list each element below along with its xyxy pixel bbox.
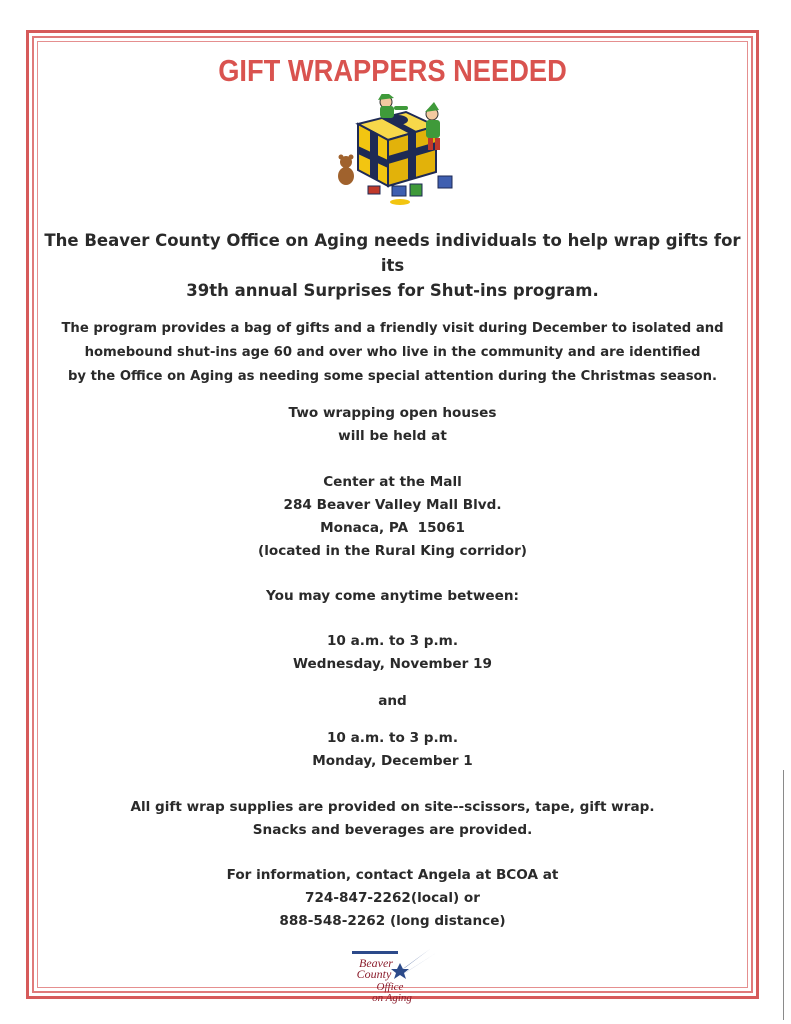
supplies-block [40, 796, 745, 842]
session-2-date: Monday, December 1 [312, 753, 473, 769]
contact-block [40, 864, 745, 933]
flyer-content [40, 44, 745, 1009]
program-line: by the Office on Aging as needing some special attention during the Christmas season. [67, 369, 718, 384]
location-block [40, 471, 745, 563]
location-note: (located in the Rural King corridor) [257, 543, 528, 559]
session-1-time: 10 a.m. to 3 p.m. [326, 633, 459, 649]
logo-beaver-text: Beaver [358, 956, 393, 970]
supplies-line: All gift wrap supplies are provided on site--scissors, tape, gift wrap. [130, 799, 655, 815]
open-houses-block [40, 402, 745, 448]
supplies-line: Snacks and beverages are provided. [252, 822, 533, 838]
beaver-county-office-on-aging-logo [338, 945, 448, 1009]
flyer-title: GIFT WRAPPERS NEEDED [218, 53, 567, 88]
logo-county-text: County [356, 967, 391, 981]
contact-phone-long-distance: 888-548-2262 (long distance) [279, 913, 506, 929]
contact-line: For information, contact Angela at BCOA at [226, 867, 559, 883]
program-line: The program provides a bag of gifts and a friendly visit during December to isolated and [61, 321, 724, 336]
lead-line: 39th annual Surprises for Shut-ins program. [186, 281, 599, 300]
open-houses-line: Two wrapping open houses [288, 405, 497, 421]
location-city: Monaca, PA 15061 [320, 520, 465, 536]
session-2-block [40, 727, 745, 773]
open-houses-line: will be held at [338, 428, 447, 444]
session-1-block [40, 630, 745, 676]
location-street: 284 Beaver Valley Mall Blvd. [283, 497, 502, 513]
and-text: and [378, 693, 407, 709]
lead-paragraph [40, 228, 745, 303]
session-2-time: 10 a.m. to 3 p.m. [326, 730, 459, 746]
location-name: Center at the Mall [323, 474, 462, 490]
scan-edge-line [783, 770, 784, 1020]
session-1-date: Wednesday, November 19 [293, 656, 492, 672]
lead-line: The Beaver County Office on Aging needs individuals to help wrap gifts for its [44, 231, 741, 275]
come-anytime-text: You may come anytime between: [266, 588, 519, 604]
program-paragraph [40, 317, 745, 389]
logo-office-text: Office [376, 981, 403, 993]
elves-wrapping-gift-icon [328, 94, 458, 206]
program-line: homebound shut-ins age 60 and over who live in the community and are identified [84, 345, 701, 360]
contact-phone-local: 724-847-2262(local) or [305, 890, 480, 906]
logo-on-aging-text: on Aging [371, 992, 412, 1004]
